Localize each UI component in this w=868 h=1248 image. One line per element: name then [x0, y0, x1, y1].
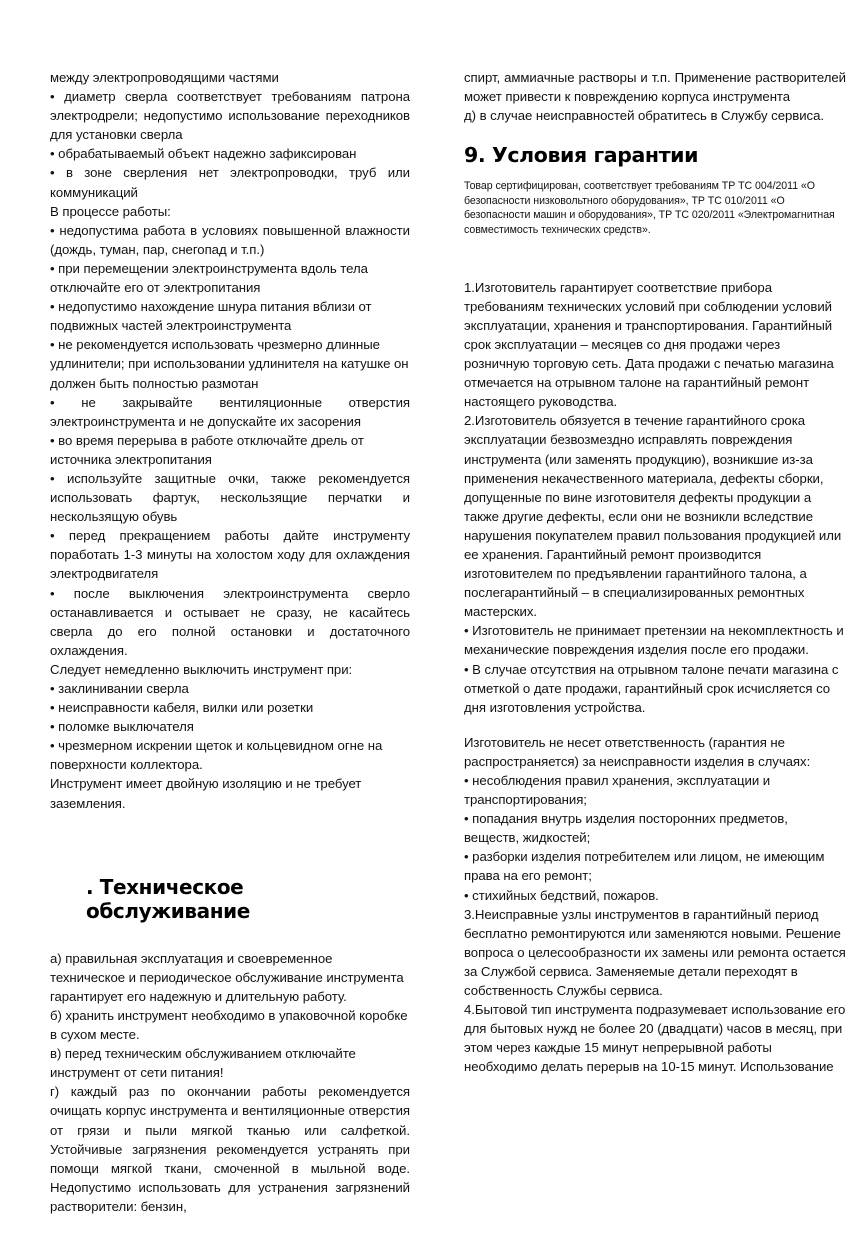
spacer-before-maintenance-heading — [50, 813, 410, 875]
bullet-power-cord: • недопустимо нахождение шнура питания вблизи от подвижных частей электроинструмента — [50, 299, 372, 334]
spacer-before-warranty-heading — [464, 125, 846, 143]
bullet-idle-cooling: • перед прекращением работы дайте инструменту поработать 1-3 минуты на холостом ходу для охлаждения электродвигателя — [50, 528, 410, 582]
bullet-vents: • не закрывайте вентиляционные отверстия электроинструмента и не допускайте их засорения — [50, 394, 410, 429]
maintenance-item-b: б) хранить инструмент необходимо в упаковочной коробке в сухом месте. — [50, 1007, 408, 1043]
bullet-goggles: • используйте защитные очки, также рекомендуется использовать фартук, нескользящие перчатки и нескользящую обувь — [50, 470, 410, 525]
warranty-clause-2: 2.Изготовитель обязуется в течение гарантийного срока эксплуатации безвозмездно исправлять повреждения инструмента (или заменять продукцию), возникшие из-за применения некачественного материала, дефекты сборки, допущенные по вине изготовителя дефекты продукции а также другие дефекты, если они не возникли вследствие нарушения покупателем правил пользования продукцией или ее хранения. Гарантийный ремонт производится изготовителем по предъявлении гарантийного талона, а послегарантийный – в специализированных ремонтных мастерских. — [464, 413, 842, 620]
spacer-before-liability — [464, 717, 846, 733]
warranty-no-stamp-note: • В случае отсутствия на отрывном талоне печати магазина с отметкой о дате продажи, гарантийный срок исчисляется со дня изготовления устройства. — [464, 661, 839, 715]
bullet-moving-tool: • при перемещении электроинструмента вдоль тела отключайте его от электропитания — [50, 260, 368, 296]
liability-storage: • несоблюдения правил хранения, эксплуатации и транспортирования; — [464, 773, 771, 808]
liability-intro: Изготовитель не несет ответственность (гарантия не распространяется) за неисправности изделия в случаях: — [464, 734, 811, 769]
bullet-switch-break: • поломке выключателя — [50, 719, 194, 735]
paragraph-safety-continued: между электропроводящими частями — [50, 70, 279, 85]
maintenance-item-e: д) в случае неисправностей обратитесь в Службу сервиса. — [464, 108, 824, 124]
liability-foreign-object: • попадания внутрь изделия посторонних предметов, веществ, жидкостей; — [464, 811, 788, 846]
bullet-after-off: • после выключения электроинструмента сверло останавливается и остывает не сразу, не касайтесь сверла до его полной остановки и достаточного охлаждения. — [50, 585, 410, 658]
heading-warranty-conditions: 9. Условия гарантии — [464, 143, 699, 168]
spacer-after-maintenance-heading — [50, 923, 410, 949]
warranty-clause-1: 1.Изготовитель гарантирует соответствие прибора требованиям технических условий при соблюдении условий эксплуатации, хранения и транспортирования. Гарантийный срок эксплуатации – месяцев со дня продажи через розничную торговую сеть. Дата продажи с печатью магазина отмечается на отрывном талоне на гарантийный ремонт настоящего руководства. — [464, 279, 834, 410]
spacer-before-warranty-list — [464, 238, 846, 278]
paragraph-certification: Товар сертифицирован, соответствует требованиям ТР ТС 004/2011 «О безопасности низковольтного оборудования», ТР ТС 010/2011 «О безопасности машин и оборудования», ТР ТС 020/2011 «Электромагнитная совместимость технических средств». — [464, 180, 835, 237]
bullet-humidity: • недопустима работа в условиях повышенной влажности (дождь, туман, пар, снегопад и т.п.) — [50, 222, 410, 257]
bullet-object-fixed: • обрабатываемый объект надежно зафиксирован — [50, 146, 357, 162]
bullet-cable-fault: • неисправности кабеля, вилки или розетки — [50, 700, 314, 716]
maintenance-item-a: а) правильная эксплуатация и своевременное техническое и периодическое обслуживание инструмента гарантирует его надежную и длительную работу. — [50, 950, 404, 1004]
right-text-column — [464, 68, 846, 1077]
liability-disaster: • стихийных бедствий, пожаров. — [464, 887, 659, 903]
bullet-break-unplug: • во время перерыва в работе отключайте дрель от источника электропитания — [50, 432, 364, 467]
left-text-column — [50, 68, 410, 1216]
maintenance-item-d: г) каждый раз по окончании работы рекомендуется очищать корпус инструмента и вентиляционные отверстия от грязи и пыли мягкой тканью или салфеткой. Устойчивые загрязнения рекомендуется устранять при помощи мягкой ткани, смоченной в мыльной воде. Недопустимо использовать для устранения загрязнений растворители: бензин, — [50, 1084, 410, 1214]
paragraph-solvents-continued: спирт, аммиачные растворы и т.п. Применение растворителей может привести к повреждению корпуса инструмента — [464, 70, 846, 105]
maintenance-item-c: в) перед техническим обслуживанием отключайте инструмент от сети питания! — [50, 1046, 356, 1081]
liability-disassembly: • разборки изделия потребителем или лицом, не имеющим права на его ремонт; — [464, 849, 825, 884]
warranty-clause-3: 3.Неисправные узлы инструментов в гарантийный период бесплатно ремонтируются или заменяются новыми. Решение вопроса о целесообразности их замены или ремонта остается за Службой сервиса. Заменяемые детали переходят в собственность Службы сервиса. — [464, 906, 846, 999]
spacer-after-warranty-heading — [464, 167, 846, 179]
warranty-claims-note: • Изготовитель не принимает претензии на некомплектность и механические повреждения изделия после его продажи. — [464, 623, 844, 658]
label-during-work: В процессе работы: — [50, 203, 171, 219]
bullet-drill-diameter: • диаметр сверла соответствует требованиям патрона электродрели; недопустимо использование переходников для установки сверла — [50, 89, 410, 143]
warranty-clause-4: 4.Бытовой тип инструмента подразумевает использование его для бытовых нужд не более 20 (двадцати) часов в месяц, при этом через каждые 15 минут непрерывной работы необходимо делать перерыв на 10-15 минут. Использование — [464, 1002, 846, 1075]
bullet-drill-jam: • заклинивании сверла — [50, 681, 189, 696]
bullet-extension-cord: • не рекомендуется использовать чрезмерно длинные удлинители; при использовании удлинителя на катушке он должен быть полностью размотан — [50, 337, 409, 391]
bullet-sparking: • чрезмерном искрении щеток и кольцевидном огне на поверхности коллектора. — [50, 738, 383, 773]
paragraph-double-insulation: Инструмент имеет двойную изоляцию и не требует заземления. — [50, 776, 362, 811]
heading-maintenance: . Техническое обслуживание — [86, 874, 250, 923]
label-shutdown-when: Следует немедленно выключить инструмент при: — [50, 661, 353, 677]
bullet-no-wiring: • в зоне сверления нет электропроводки, труб или коммуникаций — [50, 165, 410, 200]
